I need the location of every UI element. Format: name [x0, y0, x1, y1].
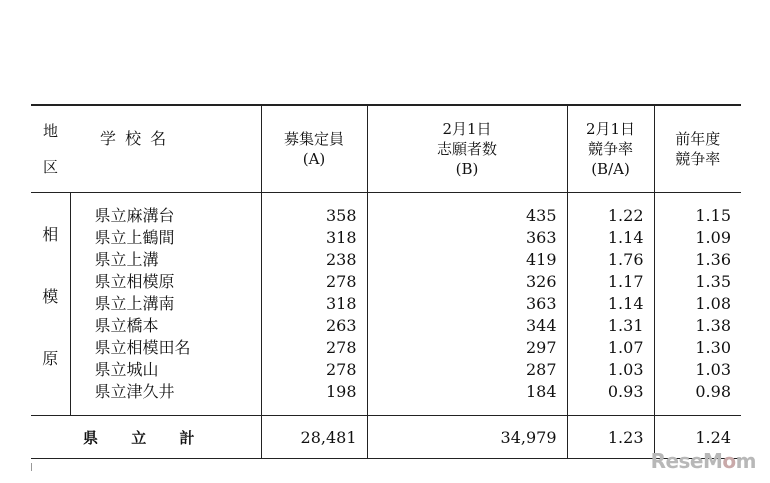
header-capacity [261, 105, 367, 193]
school-name: 県立相模原 [94, 272, 175, 291]
school-name: 県立上溝南 [94, 294, 175, 313]
header-applicants [367, 105, 567, 193]
prev-ratio-value: 1.30 [695, 338, 731, 357]
school-name: 県立橋本 [94, 316, 159, 335]
school-name: 県立城山 [94, 360, 159, 379]
applicants-value: 184 [525, 382, 557, 401]
body-row [31, 193, 741, 416]
header-capacity-line1: 募集定員 [283, 130, 344, 148]
prev-ratio-value: 0.98 [695, 382, 731, 401]
prev-ratio-value: 1.38 [695, 316, 731, 335]
header-row [31, 105, 741, 193]
header-applicants-line1: 2月1日 [442, 120, 492, 138]
applicants-value: 326 [525, 272, 557, 291]
prev-ratio-value: 1.09 [695, 228, 731, 247]
total-applicants: 34,979 [367, 416, 567, 459]
capacity-value: 278 [325, 272, 357, 291]
prev-ratio-value: 1.35 [695, 272, 731, 291]
header-school [70, 105, 261, 193]
applicants-value: 419 [525, 250, 557, 269]
header-ratio-line2: 競争率 [587, 140, 633, 158]
header-applicants-line3: (B) [455, 160, 479, 178]
applicants-column [367, 193, 567, 416]
capacity-value: 278 [325, 338, 357, 357]
prev-ratio-value: 1.03 [695, 360, 731, 379]
applicants-value: 287 [525, 360, 557, 379]
watermark-text-part1: ReseM [650, 449, 723, 473]
ratio-value: 1.03 [607, 360, 644, 379]
capacity-value: 238 [325, 250, 357, 269]
watermark-text-part2: o [722, 449, 736, 473]
region-char-3: 原 [42, 349, 59, 368]
ratio-value: 0.93 [607, 382, 644, 401]
header-region-line2: 区 [42, 158, 58, 176]
school-name: 県立上溝 [94, 250, 159, 269]
prev-ratio-value: 1.08 [695, 294, 731, 313]
ratio-value: 1.07 [607, 338, 644, 357]
region-cell [31, 193, 70, 416]
total-ratio: 1.23 [567, 416, 654, 459]
ratio-value: 1.22 [607, 206, 644, 225]
ratio-value: 1.17 [607, 272, 644, 291]
school-name: 県立麻溝台 [94, 206, 175, 225]
capacity-value: 198 [325, 382, 357, 401]
total-capacity: 28,481 [261, 416, 367, 459]
header-capacity-line2: (A) [302, 150, 326, 168]
header-ratio-line3: (B/A) [591, 160, 630, 178]
school-column [70, 193, 261, 416]
header-prev-ratio [654, 105, 741, 193]
region-char-2: 模 [42, 287, 59, 306]
applicants-value: 363 [525, 228, 557, 247]
table-edge-mark [31, 463, 32, 471]
admissions-table [31, 104, 741, 459]
header-ratio [567, 105, 654, 193]
header-applicants-line2: 志願者数 [436, 140, 497, 158]
header-school-label: 学 校 名 [100, 129, 169, 148]
applicants-value: 435 [525, 206, 557, 225]
school-name: 県立上鶴間 [94, 228, 175, 247]
prev-ratio-value: 1.36 [695, 250, 731, 269]
ratio-value: 1.14 [607, 294, 644, 313]
applicants-value: 363 [525, 294, 557, 313]
admissions-table-container [31, 104, 741, 459]
capacity-value: 263 [325, 316, 357, 335]
total-row [31, 416, 741, 459]
capacity-value: 278 [325, 360, 357, 379]
ratio-column [567, 193, 654, 416]
header-region-line1: 地 [42, 122, 58, 140]
watermark-text-part3: m [735, 449, 756, 473]
prev-ratio-column [654, 193, 741, 416]
capacity-value: 318 [325, 294, 357, 313]
total-prev-ratio: 1.24 [654, 416, 741, 459]
header-ratio-line1: 2月1日 [585, 120, 636, 138]
school-name: 県立相模田名 [94, 338, 191, 357]
resemom-watermark-logo [651, 449, 756, 473]
applicants-value: 297 [525, 338, 557, 357]
prev-ratio-value: 1.15 [695, 206, 731, 225]
total-label: 県 立 計 [31, 416, 261, 459]
ratio-value: 1.76 [607, 250, 644, 269]
capacity-column [261, 193, 367, 416]
header-region [31, 105, 70, 193]
region-char-1: 相 [42, 225, 59, 244]
header-prev-line2: 競争率 [675, 150, 721, 168]
ratio-value: 1.14 [607, 228, 644, 247]
school-name: 県立津久井 [94, 382, 175, 401]
header-prev-line1: 前年度 [675, 130, 721, 148]
applicants-value: 344 [525, 316, 557, 335]
ratio-value: 1.31 [607, 316, 644, 335]
capacity-value: 358 [325, 206, 357, 225]
capacity-value: 318 [325, 228, 357, 247]
